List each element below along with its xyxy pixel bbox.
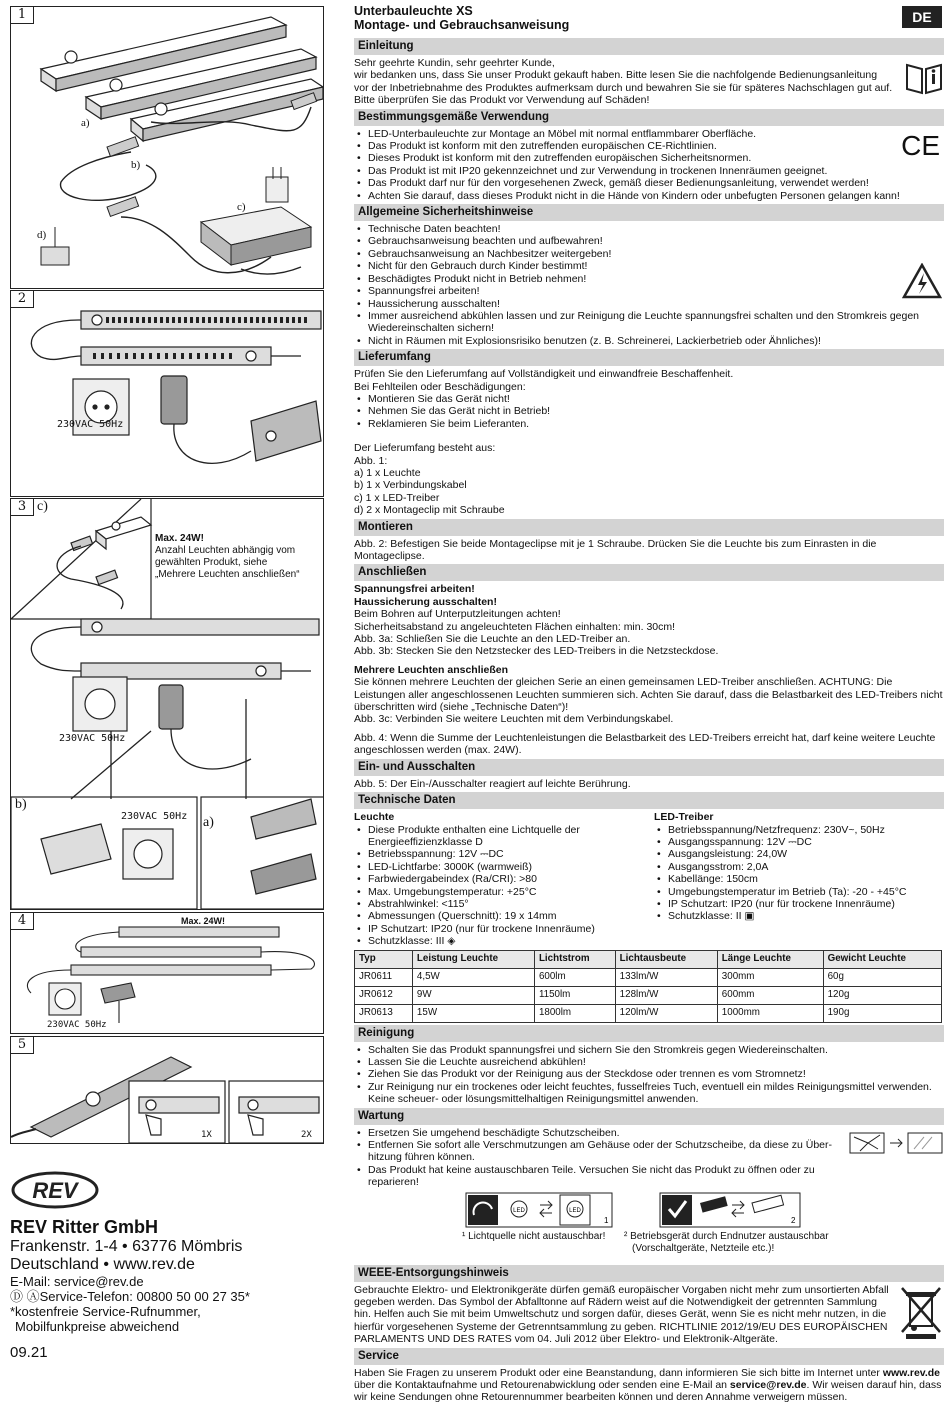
max-power: Max. 24W! xyxy=(181,916,226,926)
list-item: • Das Produkt hat keine austauschbaren Teile. Versuchen Sie nicht das Produkt zu öffnen oder zu reparieren! xyxy=(354,1164,844,1189)
lieferumfang-body xyxy=(354,368,944,516)
document-date: 09.21 xyxy=(10,1344,48,1361)
max-power: Max. 24W! xyxy=(155,533,204,544)
figure-number: 5 xyxy=(11,1037,34,1054)
list-item: • Dieses Produkt ist konform mit den zutreffenden europäischen Sicherheitsnormen. xyxy=(354,152,944,164)
figure-number: 1 xyxy=(11,7,34,24)
table-cell: JR0613 xyxy=(355,1004,413,1022)
address-street: Frankenstr. 1-4 • 63776 Mömbris xyxy=(10,1238,243,1255)
list-item: • Gebrauchsanweisung an Nachbesitzer weitergeben! xyxy=(354,248,944,260)
column-header: Leistung Leuchte xyxy=(412,950,534,968)
note-line: gewählten Produkt, siehe xyxy=(155,557,268,568)
footnote: Mobilfunkpreise abweichend xyxy=(15,1319,180,1334)
tech-leuchte xyxy=(354,811,644,947)
bullet-list xyxy=(354,223,944,347)
column-header: Gewicht Leuchte xyxy=(823,950,941,968)
section-lieferumfang: Lieferumfang xyxy=(354,349,944,366)
read-manual-icon xyxy=(904,61,944,95)
spec-heading: LED-Treiber xyxy=(654,811,714,824)
column-header: Typ xyxy=(355,950,413,968)
list-item: • Nicht in Räumen mit Explosionsrisiko benutzen (z. B. Schreinerei, Lackierbetrieb oder Ähnliches)! xyxy=(354,335,944,347)
table-cell: 190g xyxy=(823,1004,941,1022)
list-item: d) 2 x Montageclip mit Schraube xyxy=(354,504,505,517)
service-text-part: Haben Sie Fragen zu unserem Produkt oder eine Beanstandung, dann informieren Sie sich bitte im Internet unter xyxy=(354,1366,880,1379)
caption-2: ² Betriebsgerät durch Endnutzer austauschbar xyxy=(624,1230,829,1242)
label-a: a) xyxy=(203,815,214,830)
table-cell: 1800lm xyxy=(534,1004,615,1022)
spec-heading: Leuchte xyxy=(354,811,395,824)
weee-body xyxy=(354,1284,944,1346)
paragraph: Abb. 3b: Stecken Sie den Netzstecker des LED-Treibers in die Netzsteckdose. xyxy=(354,645,719,658)
figure-1-drawing xyxy=(11,7,324,289)
label-c: c) xyxy=(37,499,48,514)
table-cell: 300mm xyxy=(717,968,823,986)
svg-text:1: 1 xyxy=(604,1215,609,1225)
list-item: • LED-Unterbauleuchte zur Montage an Möbel mit normal entflammbarer Oberfläche. xyxy=(354,128,944,140)
list-item: • Spannungsfrei arbeiten! xyxy=(354,285,944,297)
table-cell: 600lm xyxy=(534,968,615,986)
column-header: Lichtausbeute xyxy=(615,950,717,968)
list-item: • Montieren Sie das Gerät nicht! xyxy=(354,393,944,405)
figure-2 xyxy=(10,290,324,497)
company-name: REV Ritter GmbH xyxy=(10,1217,159,1237)
figure-5 xyxy=(10,1036,324,1144)
list-item: • Betriebsspannung/Netzfrequenz: 230V~, 50Hz xyxy=(654,824,944,836)
service-text xyxy=(354,1367,944,1404)
table-cell: 1000mm xyxy=(717,1004,823,1022)
svg-text:LED: LED xyxy=(513,1207,525,1214)
company-email: E-Mail: service@rev.de xyxy=(10,1274,144,1289)
label-c: c) xyxy=(237,201,246,213)
label-b: b) xyxy=(131,159,141,171)
section-wartung: Wartung xyxy=(354,1108,944,1125)
subheading: Mehrere Leuchten anschließen xyxy=(354,663,509,676)
glass-replace-icon xyxy=(848,1129,944,1157)
figure-4 xyxy=(10,912,324,1034)
section-reinigung: Reinigung xyxy=(354,1025,944,1042)
logo-text: REV xyxy=(32,1178,78,1203)
list-item: • Reklamieren Sie beim Lieferanten. xyxy=(354,418,944,430)
list-item: • Technische Daten beachten! xyxy=(354,223,944,235)
list-item: • Gebrauchsanweisung beachten und aufbewahren! xyxy=(354,235,944,247)
section-sicherheit: Allgemeine Sicherheitshinweise xyxy=(354,204,944,221)
phone-text: Service-Telefon: 00800 50 00 27 35* xyxy=(39,1289,250,1304)
list-item: b) 1 x Verbindungskabel xyxy=(354,479,467,492)
table-cell: 133lm/W xyxy=(615,968,717,986)
header xyxy=(354,0,944,36)
electric-warning-icon xyxy=(902,263,942,299)
table-cell: JR0612 xyxy=(355,986,413,1004)
figure-column xyxy=(0,0,330,1369)
list-item: • Zur Reinigung nur ein trockenes oder leicht feuchtes, fusselfreies Tuch, eventuell ein mildes Reinigungsmittel verwenden. Keine scheuer- oder lösungsmittelhaltigen Reinigungsmittel anwenden. xyxy=(354,1081,944,1106)
paragraph: Sicherheitsabstand zu angeleuchteten Flächen einhalten: min. 30cm! xyxy=(354,620,676,633)
list-item: • Das Produkt ist mit IP20 gekennzeichnet und zur Verwendung in trockenen Innenräumen geeignet. xyxy=(354,165,944,177)
figure-5-drawing xyxy=(11,1037,324,1144)
tech-specs xyxy=(354,811,944,947)
paragraph: Abb. 3a: Schließen Sie die Leuchte an den LED-Treiber an. xyxy=(354,633,631,646)
list-item: • Ausgangsleistung: 24,0W xyxy=(654,848,944,860)
wartung-body xyxy=(354,1127,944,1189)
tech-treiber xyxy=(654,811,944,947)
paragraph: Beim Bohren auf Unterputzleitungen achten! xyxy=(354,608,561,621)
country-badges: Ⓓ Ⓐ xyxy=(10,1289,40,1304)
product-table xyxy=(354,950,942,1023)
list-item: • IP Schutzart: IP20 (nur für trockene Innenräume) xyxy=(654,898,944,910)
bullet-list xyxy=(354,824,644,948)
svg-text:LED: LED xyxy=(569,1207,581,1214)
list-item: • Umgebungstemperatur im Betrieb (Ta): -20 - +45°C xyxy=(654,886,944,898)
einleitung-body xyxy=(354,57,944,107)
voltage-label: 230VAC 50Hz xyxy=(47,1020,107,1030)
paragraph: Sehr geehrte Kundin, sehr geehrter Kunde, xyxy=(354,57,555,69)
figure-3 xyxy=(10,498,324,910)
company-address xyxy=(10,1216,330,1334)
paragraph: wir bedanken uns, dass Sie unser Produkt gekauft haben. Bitte lesen Sie die nachfolgende Bedienungsanleitung vor der Inbetriebnahme des Produktes aufmerksam durch und bewahren Sie sie für späteres Nachschlagen gut auf. xyxy=(354,69,893,94)
list-item: • Ausgangsspannung: 12V ⎓DC xyxy=(654,836,944,848)
voltage-label: 230VAC 50Hz xyxy=(57,419,124,430)
list-item: • Das Produkt ist konform mit den zutreffenden europäischen CE-Richtlinien. xyxy=(354,140,944,152)
list-item: • Ausgangsstrom: 2,0A xyxy=(654,861,944,873)
paragraph: Abb. 1: xyxy=(354,454,388,467)
section-anschliessen: Anschließen xyxy=(354,564,944,581)
list-item: • Schutzklasse: III ◈ xyxy=(354,935,644,947)
paragraph: Abb. 5: Der Ein-/Ausschalter reagiert auf leichte Berührung. xyxy=(354,777,631,790)
language-badge: DE xyxy=(902,6,942,28)
section-service: Service xyxy=(354,1348,944,1365)
column-header: Lichtstrom xyxy=(534,950,615,968)
list-item: • Schutzklasse: II ▣ xyxy=(654,910,944,922)
list-item: c) 1 x LED-Treiber xyxy=(354,491,440,504)
list-item: • Max. Umgebungstemperatur: +25°C xyxy=(354,886,644,898)
weee-bin-icon xyxy=(900,1284,944,1340)
section-einleitung: Einleitung xyxy=(354,38,944,55)
bullet-list xyxy=(354,1044,944,1106)
list-item: • Das Produkt darf nur für den vorgesehenen Zweck, gemäß dieser Bedienungsanleitung, verwendet werden! xyxy=(354,177,944,189)
paragraph: Der Lieferumfang besteht aus: xyxy=(354,442,496,455)
list-item: • Diese Produkte enthalten eine Lichtquelle der Energieeffizienzklasse D xyxy=(354,824,644,849)
ce-mark: CE xyxy=(901,129,940,161)
table-cell: 120g xyxy=(823,986,941,1004)
doc-subtitle: Montage- und Gebrauchsanweisung xyxy=(354,18,570,32)
label-b: b) xyxy=(15,797,27,812)
list-item: • Schalten Sie das Produkt spannungsfrei und sichern Sie den Stromkreis gegen Wiedereinschalten. xyxy=(354,1044,944,1056)
list-item: • IP Schutzart: IP20 (nur für trockene Innenräume) xyxy=(354,923,644,935)
list-item: • Nicht für den Gebrauch durch Kinder bestimmt! xyxy=(354,260,944,272)
list-item: • Lassen Sie die Leuchte ausreichend abkühlen! xyxy=(354,1056,944,1068)
table-cell: 1150lm xyxy=(534,986,615,1004)
voltage-label: 230VAC 50Hz xyxy=(59,733,126,744)
voltage-label: 230VAC 50Hz xyxy=(121,811,188,822)
doc-title: Unterbauleuchte XS xyxy=(354,4,473,18)
paragraph: Bitte überprüfen Sie das Produkt vor Verwendung auf Schäden! xyxy=(354,94,650,107)
section-montieren: Montieren xyxy=(354,519,944,536)
table-cell: JR0611 xyxy=(355,968,413,986)
list-item: • Haussicherung ausschalten! xyxy=(354,298,944,310)
figure-2-drawing xyxy=(11,291,324,497)
rev-logo xyxy=(10,1170,100,1210)
paragraph: Gebrauchte Elektro- und Elektronikgeräte dürfen gemäß europäischer Vorgaben nicht mehr zum unsortierten Abfall gegeben werden. Das Symbol der Abfalltonne auf Rädern weist auf die Notwendigkeit der getrennten Sammlung hin. Helfen auch Sie mit beim Umweltschutz und sorgen dafür, dieses Gerät, wenn Sie es nicht mehr nutzen, in die hierfür vorgesehenen Systeme der Getrenntsammlung zu geben. RICHTLINIE 2012/19/EU DES EUROPÄISCHEN PARLAMENTS UND DES RATES vom 04. Juli 2012 über Elektro- und Elektronik-Altgeräte. xyxy=(354,1283,889,1346)
service-phone xyxy=(10,1289,330,1304)
table-cell: 9W xyxy=(412,986,534,1004)
text-column xyxy=(354,0,944,1404)
table-cell: 15W xyxy=(412,1004,534,1022)
wartung-icons xyxy=(354,1189,944,1263)
list-item: • Kabellänge: 150cm xyxy=(654,873,944,885)
note-line: Anzahl Leuchten abhängig vom xyxy=(155,545,296,556)
figure-4-drawing xyxy=(11,913,324,1034)
footnote: *kostenfreie Service-Rufnummer, xyxy=(10,1304,201,1319)
table-row xyxy=(355,968,942,986)
paragraph: Abb. 3c: Verbinden Sie weitere Leuchten mit dem Verbindungskabel. xyxy=(354,713,674,726)
service-text-part: über die Kontaktaufnahme und Retourenabwicklung oder senden eine E-Mail an xyxy=(354,1379,727,1392)
paragraph: Bei Fehlteilen oder Beschädigungen: xyxy=(354,380,526,393)
list-item: • Immer ausreichend abkühlen lassen und zur Reinigung die Leuchte spannungsfrei schalten und den Stromkreis gegen Wiedereinschalten sichern! xyxy=(354,310,944,335)
paragraph: Sie können mehrere Leuchten der gleichen Serie an einen gemeinsamen LED-Treiber anschließen. ACHTUNG: Die Leistungen aller angeschlossenen Leuchten summieren sich. Achten Sie darauf, dass die Belastbarkeit des LED-Treibers nicht überschritten wird (siehe „Technische Daten“)! xyxy=(354,676,943,714)
anschliessen-body xyxy=(354,583,944,756)
label-a: a) xyxy=(81,117,90,129)
paragraph: Abb. 4: Wenn die Summe der Leuchtenleistungen die Belastbarkeit des LED-Treibers erreicht hat, darf keine weitere Leuchte angeschlossen werden (max. 24W). xyxy=(354,731,936,757)
list-item: • Entfernen Sie sofort alle Verschmutzungen am Gehäuse oder der Schutzscheibe, da diese zu Überhitzung führen können. xyxy=(354,1139,844,1164)
paragraph: Prüfen Sie den Lieferumfang auf Vollständigkeit und einwandfreie Beschaffenheit. xyxy=(354,368,734,381)
website-link[interactable]: www.rev.de xyxy=(882,1366,941,1379)
list-item: • LED-Lichtfarbe: 3000K (warmweiß) xyxy=(354,861,644,873)
bullet-list xyxy=(354,128,944,202)
list-item: • Ersetzen Sie umgehend beschädigte Schutzscheiben. xyxy=(354,1127,844,1139)
table-cell: 120lm/W xyxy=(615,1004,717,1022)
section-technische-daten: Technische Daten xyxy=(354,792,944,809)
warning-text: Spannungsfrei arbeiten! xyxy=(354,583,475,596)
list-item: • Achten Sie darauf, dass dieses Produkt nicht in die Hände von Kindern oder unbefugten Personen gelangen kann! xyxy=(354,190,944,202)
list-item: • Ziehen Sie das Produkt vor der Reinigung aus der Steckdose oder trennen es vom Stromnetz! xyxy=(354,1068,944,1080)
section-weee: WEEE-Entsorgungshinweis xyxy=(354,1265,944,1282)
list-item: • Beschädigtes Produkt nicht in Betrieb nehmen! xyxy=(354,273,944,285)
caption-1: ¹ Lichtquelle nicht austauschbar! xyxy=(462,1230,606,1242)
table-row xyxy=(355,1004,942,1022)
list-item: • Nehmen Sie das Gerät nicht in Betrieb! xyxy=(354,405,944,417)
figure-number: 3 xyxy=(11,499,34,516)
table-row xyxy=(355,986,942,1004)
table-cell: 600mm xyxy=(717,986,823,1004)
warning-text: Haussicherung ausschalten! xyxy=(354,595,497,608)
section-bestimmung: Bestimmungsgemäße Verwendung xyxy=(354,109,944,126)
paragraph: Abb. 2: Befestigen Sie beide Montageclipse mit je 1 Schraube. Drücken Sie die Leuchte bis zum Einrasten in die Montageclipse. xyxy=(354,537,877,562)
label-d: d) xyxy=(37,229,47,241)
bullet-list xyxy=(654,824,944,923)
bullet-list xyxy=(354,1127,844,1189)
email-link[interactable]: service@rev.de xyxy=(729,1379,807,1392)
sicherheit-body xyxy=(354,223,944,347)
section-ein-ausschalten: Ein- und Ausschalten xyxy=(354,759,944,776)
figure-number: 2 xyxy=(11,291,34,308)
table-body xyxy=(355,968,942,1022)
table-cell: 128lm/W xyxy=(615,986,717,1004)
table-cell: 60g xyxy=(823,968,941,986)
tap-twice-label: 2X xyxy=(301,1130,312,1140)
list-item: • Farbwiedergabeindex (Ra/CRI): >80 xyxy=(354,873,644,885)
caption-2b: (Vorschaltgeräte, Netzteile etc.)! xyxy=(632,1242,775,1254)
table-cell: 4,5W xyxy=(412,968,534,986)
address-country: Deutschland • www.rev.de xyxy=(10,1256,195,1273)
figure-1 xyxy=(10,6,324,289)
list-item: a) 1 x Leuchte xyxy=(354,466,421,479)
table-header-row xyxy=(355,950,942,968)
service-text-part: . Wir weisen darauf hin, dass wir keine Sendungen ohne Retourennummer bearbeiten können und deren Annahme verweigern müssen. xyxy=(354,1379,942,1404)
tap-once-label: 1X xyxy=(201,1130,212,1140)
list-item: • Betriebsspannung: 12V ⎓DC xyxy=(354,848,644,860)
bullet-list xyxy=(354,393,944,430)
figure-3-drawing xyxy=(11,499,324,910)
figure-number: 4 xyxy=(11,913,34,930)
svg-text:2: 2 xyxy=(791,1215,796,1225)
list-item: • Abstrahlwinkel: <115° xyxy=(354,898,644,910)
list-item: • Abmessungen (Querschnitt): 19 x 14mm xyxy=(354,910,644,922)
column-header: Länge Leuchte xyxy=(717,950,823,968)
bestimmung-body xyxy=(354,128,944,202)
note-line: „Mehrere Leuchten anschließen“ xyxy=(155,569,300,580)
